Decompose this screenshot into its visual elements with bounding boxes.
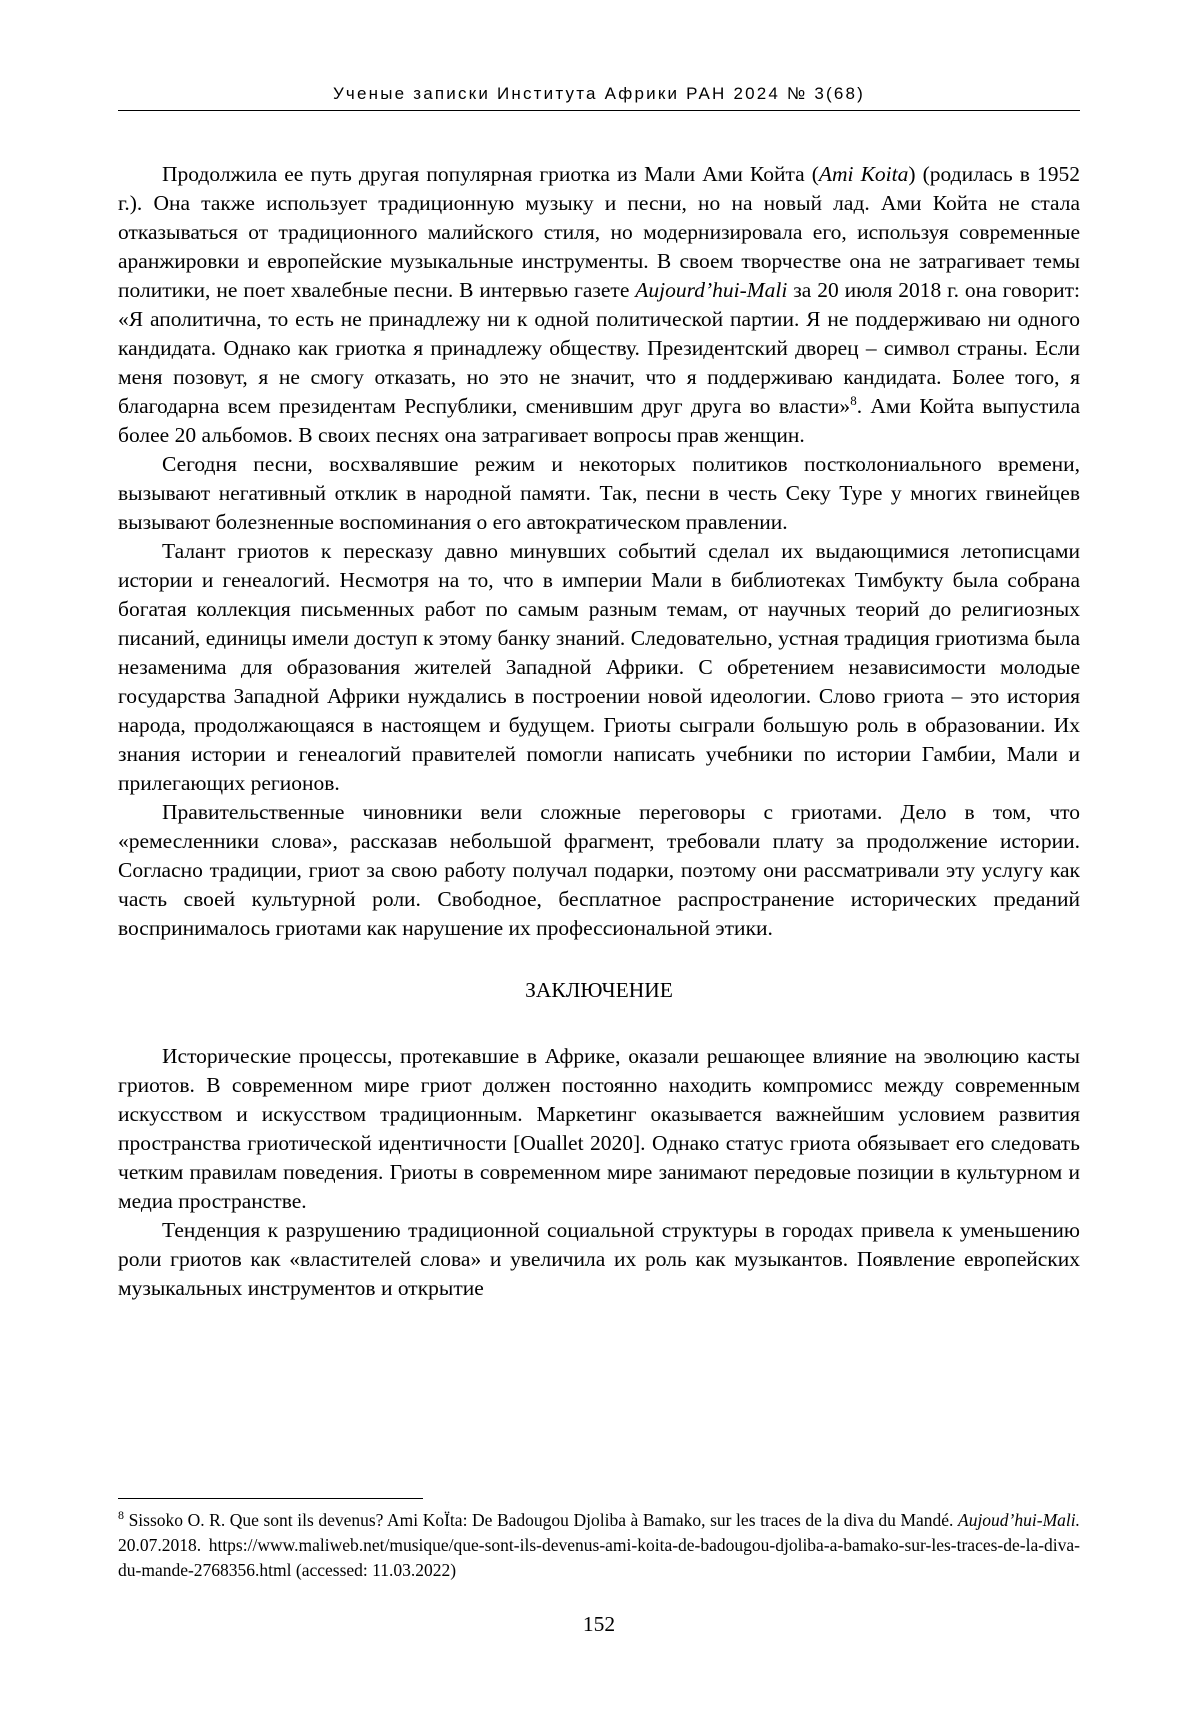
- paragraph-griot-chroniclers: Талант гриотов к пересказу давно минувших событий сделал их выдающимися летописцами истории и генеалогий. Несмотря на то, что в империи Мали в библиотеках Тимбукту была собрана богатая коллекция письменных работ по самым разным темам, от научных теорий до религиозных писаний, единицы имели доступ к этому банку знаний. Следовательно, устная традиция гриотизма была незаменима для образования жителей Западной Африки. С обретением независимости молодые государства Западной Африки нуждались в построении новой идеологии. Слово гриота – это история народа, продолжающаяся в настоящем и будущем. Гриоты сыграли большую роль в образовании. Их знания истории и генеалогий правителей помогли написать учебники по истории Гамбии, Мали и прилегающих регионов.: [118, 539, 1080, 795]
- running-header: Ученые записки Института Африки РАН 2024 № 3(68): [332, 84, 866, 103]
- section-heading-conclusion: ЗАКЛЮЧЕНИЕ: [525, 978, 673, 1002]
- paragraph-government-negotiations: Правительственные чиновники вели сложные переговоры с гриотами. Дело в том, что «ремесленники слова», рассказав небольшой фрагмент, требовали плату за продолжение истории. Согласно традиции, гриот за свою работу получал подарки, поэтому они рассматривали эту услугу как часть своей культурной роли. Свободное, бесплатное распространение исторических преданий воспринималось гриотами как нарушение их профессиональной этики.: [118, 800, 1080, 940]
- header-rule: [118, 110, 1080, 111]
- footnotes: [118, 1508, 1080, 1583]
- footnote-reference[interactable]: 8: [850, 392, 857, 408]
- footnote-number: 8: [118, 1508, 124, 1523]
- page-number: 152: [582, 1612, 616, 1636]
- paragraph-postcolonial-songs: Сегодня песни, восхвалявшие режим и некоторых политиков постколониального времени, вызывают негативный отклик в народной памяти. Так, песни в честь Секу Туре у многих гвинейцев вызывают болезненные воспоминания о его автократическом правлении.: [118, 452, 1080, 534]
- footnote-rule: [118, 1498, 423, 1499]
- paragraph-ami-koita: Продолжила ее путь другая популярная гриотка из Мали Ами Койта (Ami Koita) (родилась в 1952 г.). Она также использует традиционную музыку и песни, но на новый лад. Ами Койта не стала отказываться от традиционного малийского стиля, но модернизировала его, используя современные аранжировки и европейские музыкальные инструменты. В своем творчестве она не затрагивает темы политики, не поет хвалебные песни. В интервью газете Aujourd’hui-Mali за 20 июля 2018 г. она говорит: «Я аполитична, то есть не принадлежу ни к одной политической партии. Я не поддерживаю ни одного кандидата. Однако как гриотка я принадлежу обществу. Президентский дворец – символ страны. Если меня позовут, я не смогу отказать, но это не значит, что я поддерживаю кандидата. Более того, я благодарна всем президентам Республики, сменившим друг друга во власти»$^8$. Ами Койта выпустила более 20 альбомов. В своих песнях она затрагивает вопросы прав женщин.: [118, 162, 1081, 447]
- paragraph-conclusion-1: Исторические процессы, протекавшие в Африке, оказали решающее влияние на эволюцию касты гриотов. В современном мире гриот должен постоянно находить компромисс между современным искусством и искусством традиционным. Маркетинг оказывается важнейшим условием развития пространства гриотической идентичности [Ouallet 2020]. Однако статус гриота обязывает его следовать четким правилам поведения. Гриоты в современном мире занимают передовые позиции в культурном и медиа пространстве.: [118, 1044, 1080, 1213]
- footnote-8: $^8$ Sissoko O. R. Que sont ils devenus? Ami KoÏta: De Badougou Djoliba à Bamako, sur les traces de la diva du Mandé. Aujoud’hui-Mali. 20.07.2018. https://www.maliweb.net/musique/que-sont-ils-devenus-ami-koita-de-badougou-djoliba-a-bamako-sur-les-traces-de-la-diva-du-mande-2768356.html (accessed: 11.03.2022): [118, 1508, 1080, 1580]
- main-text: [118, 160, 1080, 1303]
- footnote-url[interactable]: 20.07.2018. https://www.maliweb.net/musique/que-sont-ils-devenus-ami-koita-de-badougou-djoliba-a-bamako-sur-les-traces-de-la-diva-du-mande-2768356.html (accessed: 11.03.2022): [118, 1535, 1080, 1580]
- paragraph-conclusion-2: Тенденция к разрушению традиционной социальной структуры в городах привела к уменьшению роли гриотов как «властителей слова» и увеличила их роль как музыкантов. Появление европейских музыкальных инструментов и открытие: [118, 1218, 1080, 1300]
